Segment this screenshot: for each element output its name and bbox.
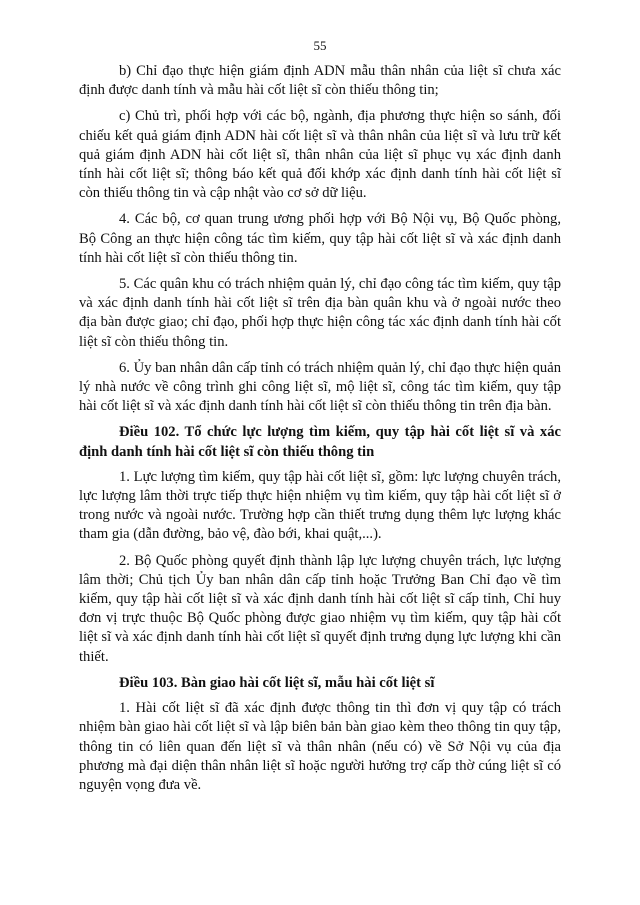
document-body bbox=[79, 62, 561, 802]
paragraph-6: 6. Ủy ban nhân dân cấp tỉnh có trách nhiệm quản lý, chỉ đạo thực hiện quản lý nhà nước về công trình ghi công liệt sĩ, mộ liệt sĩ, công tác tìm kiếm, quy tập hài cốt liệt sĩ và xác định danh tính hài cốt liệt sĩ còn thiếu thông tin trên địa bàn. bbox=[79, 359, 561, 415]
paragraph-b: b) Chỉ đạo thực hiện giám định ADN mẫu thân nhân của liệt sĩ chưa xác định được danh tính và mẫu hài cốt liệt sĩ còn thiếu thông tin; bbox=[79, 63, 561, 99]
paragraph-4: 4. Các bộ, cơ quan trung ương phối hợp với Bộ Nội vụ, Bộ Quốc phòng, Bộ Công an thực hiện công tác tìm kiếm, quy tập hài cốt liệt sĩ và xác định danh tính hài cốt liệt sĩ còn thiếu thông tin. bbox=[79, 211, 561, 266]
paragraph-c: c) Chủ trì, phối hợp với các bộ, ngành, địa phương thực hiện so sánh, đối chiếu kết quả giám định ADN hài cốt liệt sĩ và thân nhân của liệt sĩ và lưu trữ kết quả giám định ADN hài cốt liệt sĩ, thân nhân của liệt sĩ phục vụ xác định danh tính hài cốt liệt sĩ; thông báo kết quả đối khớp xác định danh tính hài cốt liệt sĩ còn thiếu thông tin và cập nhật vào cơ sở dữ liệu. bbox=[79, 108, 561, 202]
article-103-heading: Điều 103. Bàn giao hài cốt liệt sĩ, mẫu hài cốt liệt sĩ bbox=[119, 674, 435, 691]
page-number: 55 bbox=[313, 38, 327, 53]
article-102-heading: Điều 102. Tổ chức lực lượng tìm kiếm, quy tập hài cốt liệt sĩ và xác định danh tính hài cốt liệt sĩ còn thiếu thông tin bbox=[79, 424, 561, 460]
article-102-clause-1: 1. Lực lượng tìm kiếm, quy tập hài cốt liệt sĩ, gồm: lực lượng chuyên trách, lực lượng lâm thời trực tiếp thực hiện nhiệm vụ tìm kiếm, quy tập hài cốt liệt sĩ ở trong nước và ngoài nước. Trường hợp cần thiết trưng dụng thêm lực lượng khác tham gia (dẫn đường, bảo vệ, đào bới, khai quật,...). bbox=[79, 468, 561, 543]
article-102-clause-2: 2. Bộ Quốc phòng quyết định thành lập lực lượng chuyên trách, lực lượng lâm thời; Chủ tịch Ủy ban nhân dân cấp tỉnh hoặc Trưởng Ban Chỉ đạo về tìm kiếm, quy tập hài cốt liệt sĩ và xác định danh tính hài cốt liệt sĩ cấp tỉnh, Chỉ huy đơn vị trực thuộc Bộ Quốc phòng được giao nhiệm vụ tìm kiếm, quy tập hài cốt liệt sĩ và xác định danh tính hài cốt liệt sĩ quyết định trưng dụng lực lượng khi cần thiết. bbox=[79, 552, 561, 665]
paragraph-5: 5. Các quân khu có trách nhiệm quản lý, chỉ đạo công tác tìm kiếm, quy tập và xác định danh tính hài cốt liệt sĩ trên địa bàn quân khu và ở ngoài nước theo địa bàn được giao; chỉ đạo, phối hợp thực hiện công tác xác định danh tính hài cốt liệt sĩ còn thiếu thông tin. bbox=[79, 276, 561, 350]
article-103-clause-1: 1. Hài cốt liệt sĩ đã xác định được thông tin thì đơn vị quy tập có trách nhiệm bàn giao hài cốt liệt sĩ và lập biên bản bàn giao kèm theo thông tin quy tập, thông tin có liên quan đến liệt sĩ và thân nhân (nếu có) về Sở Nội vụ của địa phương mà đại diện thân nhân liệt sĩ hoặc người hưởng trợ cấp thờ cúng liệt sĩ có nguyện vọng đưa về. bbox=[79, 700, 561, 793]
